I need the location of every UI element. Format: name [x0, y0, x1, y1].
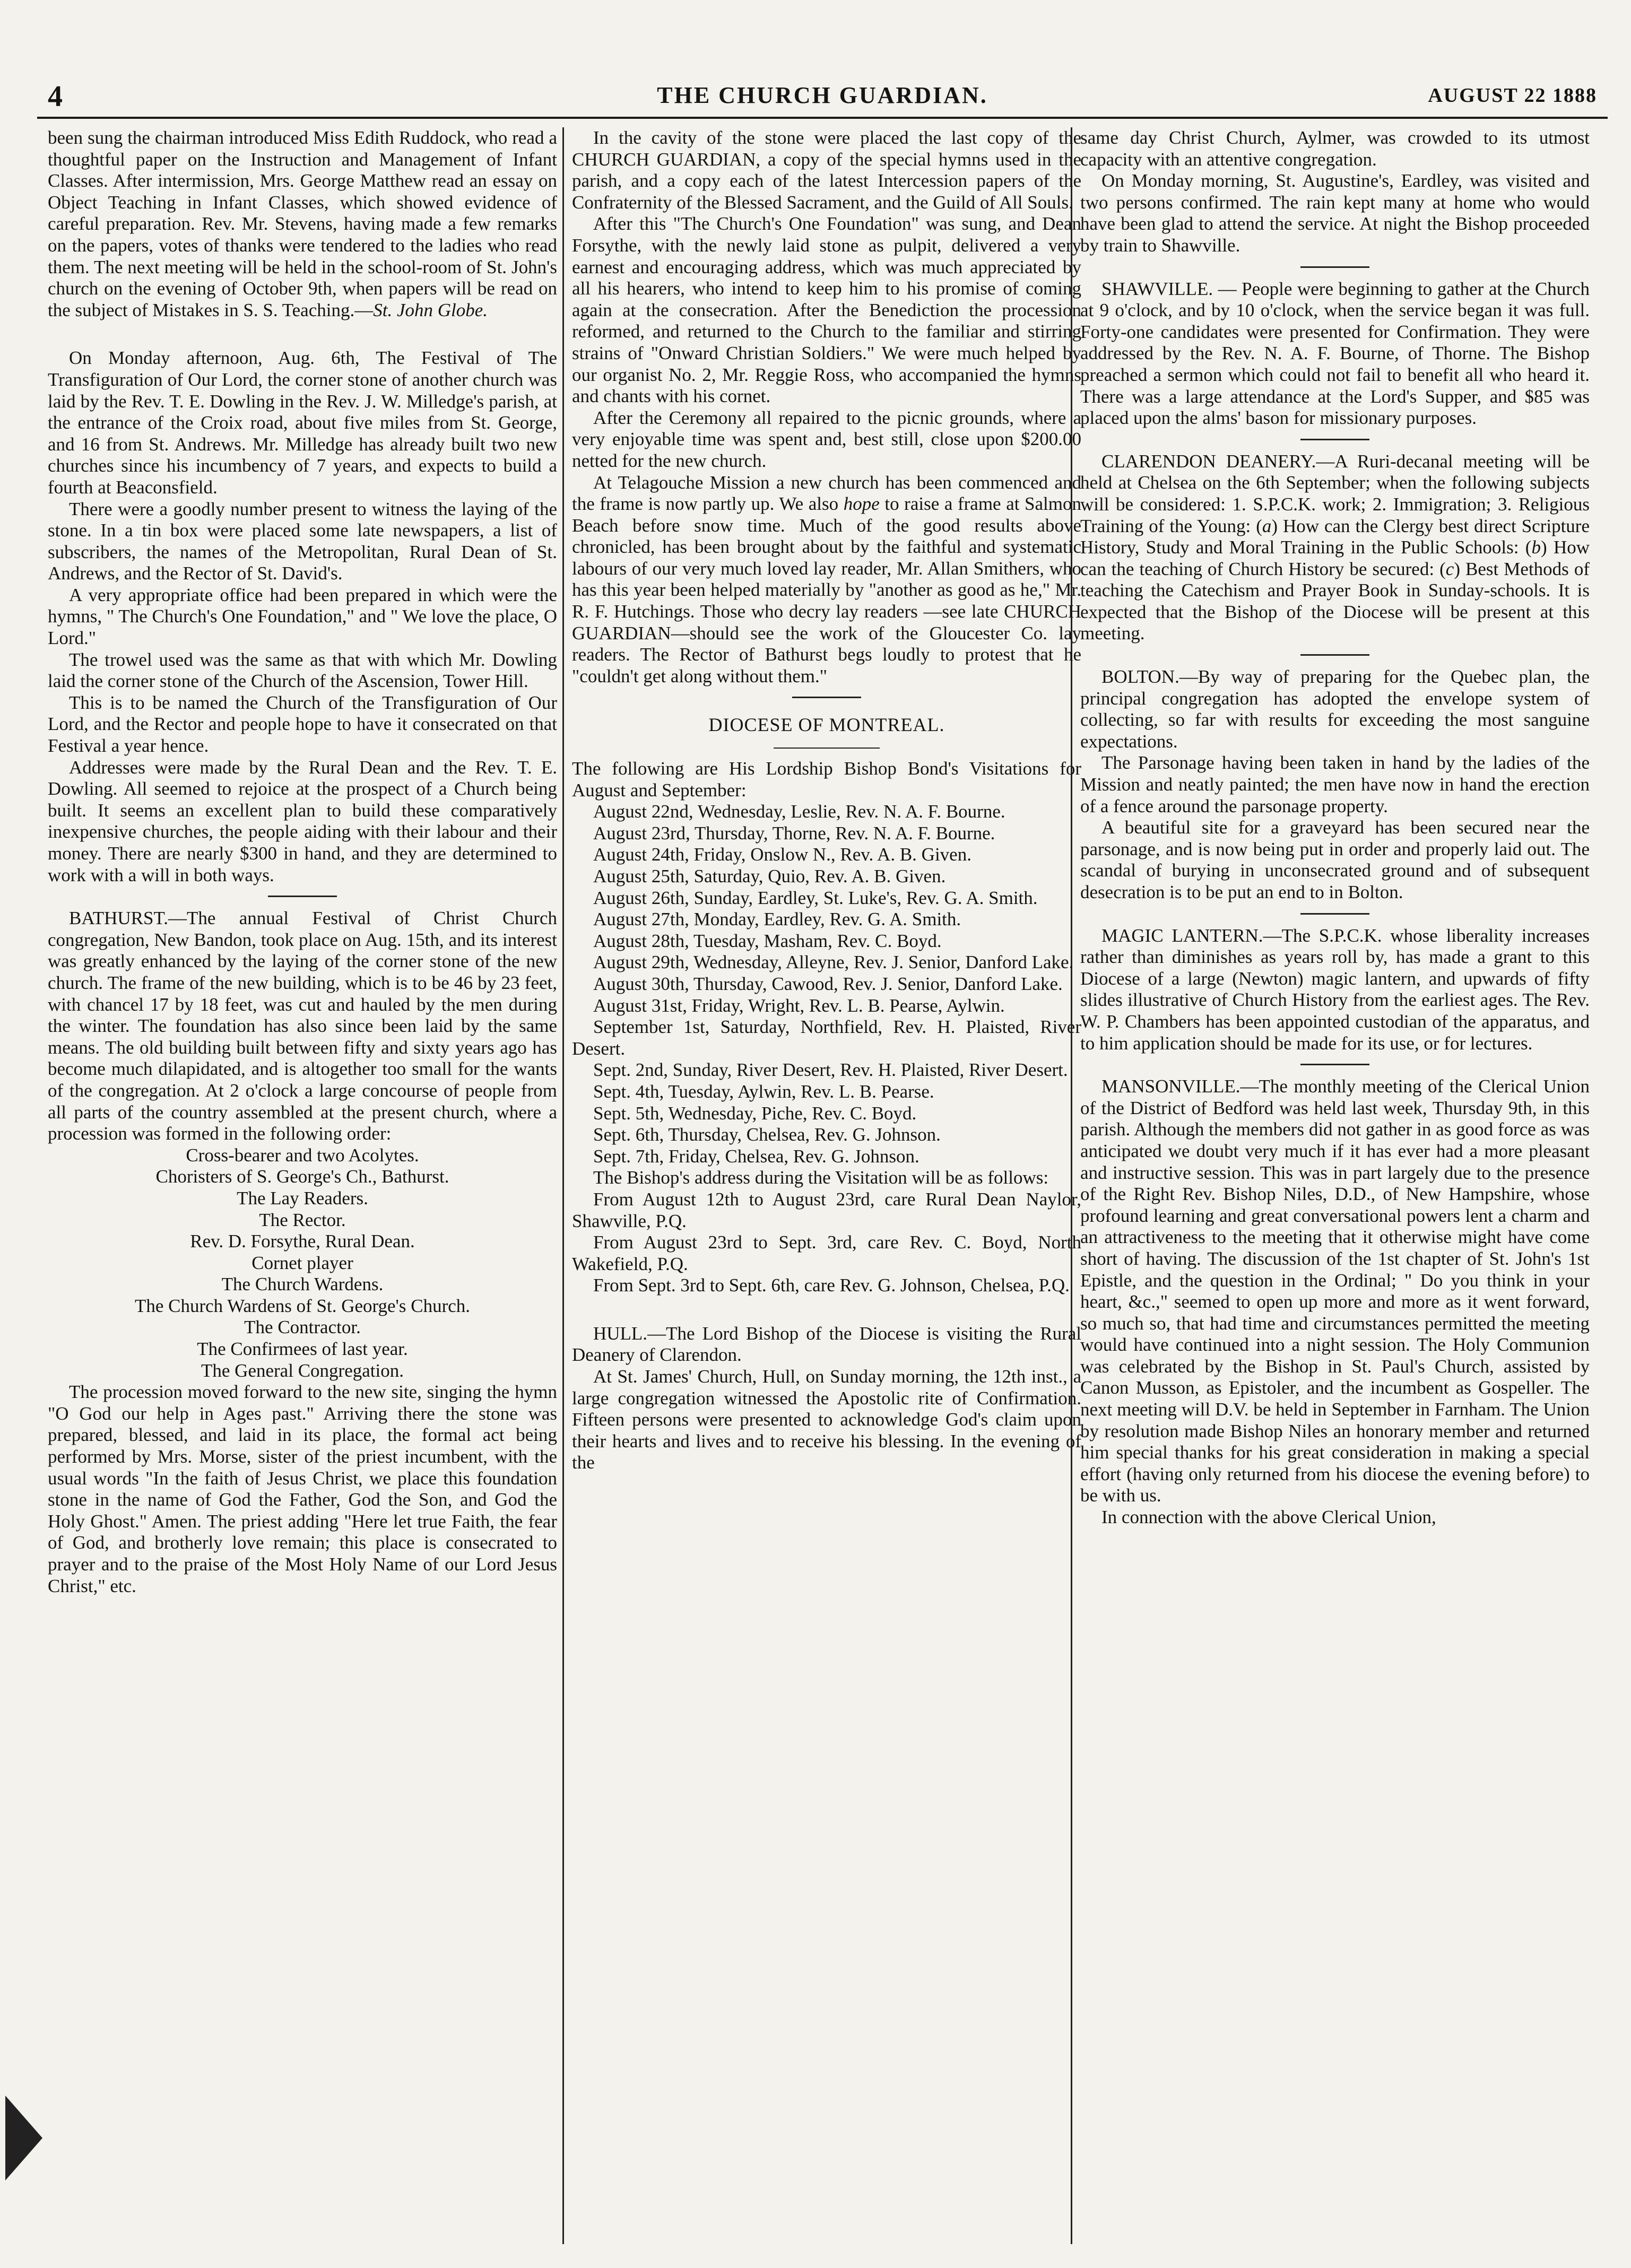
list-letter: a	[1262, 515, 1272, 536]
article-paragraph: In connection with the above Clerical Union,	[1101, 1507, 1436, 1528]
section-divider	[1300, 266, 1369, 268]
visitation-item: August 30th, Thursday, Cawood, Rev. J. Senior, Danford Lake.	[593, 973, 1063, 994]
section-divider	[268, 896, 337, 897]
address-item: From August 23rd to Sept. 3rd, care Rev. C. Boyd, North Wakefield, P.Q.	[572, 1232, 1081, 1274]
section-divider	[1300, 439, 1369, 440]
visitation-item: Sept. 5th, Wednesday, Piche, Rev. C. Boyd.	[593, 1102, 917, 1124]
article-paragraph	[572, 472, 1081, 688]
visitation-item: August 31st, Friday, Wright, Rev. L. B. Pearse, Aylwin.	[593, 995, 1005, 1016]
heading-rule	[774, 748, 880, 749]
visitation-item: Sept. 2nd, Sunday, River Desert, Rev. H. Plaisted, River Desert.	[593, 1059, 1068, 1081]
page-number: 4	[48, 80, 63, 113]
article-paragraph: same day Christ Church, Aylmer, was crowded to its utmost capacity with an attentive congregation.	[1080, 127, 1590, 170]
paragraph-text: —The Lord Bishop of the Diocese is visiting the Rural Deanery of Clarendon.	[572, 1323, 1081, 1366]
paragraph-text: — People were beginning to gather at the Church at 9 o'clock, and by 10 o'clock, when the service began it was full. Forty-one candidates were presented for Confirmation. They were addressed by the Rev. N. A. F. Bourne, of Thorne. The Bishop preached a sermon which could not fail to benefit all who heard it. There was a large attendance at the Lord's Supper, and $85 was placed upon the alms' bason for missionary purposes.	[1080, 278, 1590, 429]
paragraph-text: ) Best Methods of teaching the Catechism and Prayer Book in Sunday-schools. It is expected that the Bishop of the Diocese will be present at this meeting.	[1080, 558, 1590, 644]
column-2	[572, 127, 1081, 2244]
paragraph-text: , a copy of the special hymns used in the parish, and a copy each of the latest Intercession papers of the Confraternity of the Blessed Sacrament, and the Guild of All Souls.	[572, 149, 1081, 213]
section-divider	[1300, 913, 1369, 915]
article-paragraph: The following are His Lordship Bishop Bond's Visitations for August and September:	[572, 758, 1081, 801]
list-item: The Confirmees of last year.	[197, 1339, 408, 1360]
list-letter: b	[1531, 537, 1541, 558]
paragraph-text: ) How can the Clergy best direct Scripture History, Study and Moral Training in the Public Schools: (	[1080, 515, 1590, 558]
paragraph-text: ) How can the teaching of Church History be secured: (	[1080, 537, 1590, 579]
list-item: Rev. D. Forsythe, Rural Dean.	[190, 1231, 415, 1252]
column-rule	[562, 127, 564, 2244]
article-paragraph	[1080, 666, 1590, 752]
paragraph-text: —By way of preparing for the Quebec plan, the principal congregation has adopted the envelope system of collecting, so far with results for exceeding the most sanguine expectations.	[1080, 666, 1590, 752]
list-item: The General Congregation.	[201, 1360, 404, 1381]
article-paragraph: After this "The Church's One Foundation" was sung, and Dean Forsythe, with the newly laid stone as pulpit, delivered a very earnest and encouraging address, which was much appreciated by all his hearers, who intend to keep him to his promise of coming again at the consecration. After the Benediction the procession reformed, and returned to the Church to the familiar and stirring strains of "Onward Christian Soldiers." We were much helped by our organist No. 2, Mr. Reggie Ross, who accompanied the hymns and chants with his cornet.	[572, 213, 1081, 407]
article-paragraph: The Parsonage having been taken in hand by the ladies of the Mission and neatly painted; the men have now in hand the erection of a fence around the parsonage property.	[1080, 752, 1590, 816]
visitation-item: August 28th, Tuesday, Masham, Rev. C. Boyd.	[593, 930, 942, 951]
list-item: Cross-bearer and two Acolytes.	[186, 1144, 419, 1166]
article-paragraph: After the Ceremony all repaired to the picnic grounds, where a very enjoyable time was spent and, best still, close upon $200.00 netted for the new church.	[572, 407, 1081, 471]
paragraph-text: —A Ruri-decanal meeting will be held at Chelsea on the 6th September; when the following subjects will be considered: 1. S.P.C.K. work; 2. Immigration; 3. Religious Training of the Young: (	[1080, 450, 1590, 536]
article-paragraph: At St. James' Church, Hull, on Sunday morning, the 12th inst., a large congregation witnessed the Apostolic rite of Confirmation. Fifteen persons were presented to acknowledge God's claim upon their hearts and lives and to receive his blessing. In the evening of the	[572, 1366, 1081, 1473]
section-divider	[1300, 1064, 1369, 1065]
paragraph-text: —should see the work of the Gloucester Co. lay readers. The Rector of Bathurst begs loudly to protest that he "couldn't get along without them."	[572, 622, 1081, 687]
list-item: Choristers of S. George's Ch., Bathurst.	[155, 1166, 449, 1187]
list-letter: c	[1445, 558, 1454, 579]
visitation-item: Sept. 7th, Friday, Chelsea, Rev. G. Johnson.	[593, 1145, 919, 1167]
address-item: From August 12th to August 23rd, care Rural Dean Naylor, Shawville, P.Q.	[572, 1188, 1081, 1231]
list-item: The Church Wardens.	[221, 1274, 384, 1295]
article-paragraph: This is to be named the Church of the Transfiguration of Our Lord, and the Rector and people hope to have it consecrated on that Festival a year hence.	[48, 692, 557, 757]
list-item: The Rector.	[259, 1209, 346, 1230]
visitation-item: August 23rd, Thursday, Thorne, Rev. N. A. F. Bourne.	[593, 822, 995, 844]
column-3	[1080, 127, 1590, 2244]
visitation-item: August 29th, Wednesday, Alleyne, Rev. J. Senior, Danford Lake.	[593, 952, 1074, 973]
section-lead: SHAWVILLE.	[1101, 278, 1213, 299]
article-paragraph: On Monday afternoon, Aug. 6th, The Festival of The Transfiguration of Our Lord, the corner stone of another church was laid by the Rev. T. E. Dowling in the Rev. J. W. Milledge's parish, at the entrance of the Croix road, about five miles from St. George, and 16 from St. Andrews. Mr. Milledge has already built two new churches since his incumbency of 7 years, and expects to build a fourth at Beaconsfield.	[48, 347, 557, 498]
article-paragraph	[48, 127, 557, 321]
article-paragraph	[1080, 925, 1590, 1055]
article-paragraph: A very appropriate office had been prepared in which were the hymns, " The Church's One Foundation," and " We love the place, O Lord."	[48, 584, 557, 649]
visitation-item: Sept. 6th, Thursday, Chelsea, Rev. G. Johnson.	[593, 1124, 941, 1145]
list-item: Cornet player	[251, 1252, 353, 1273]
section-divider	[1300, 654, 1369, 656]
paragraph-text: In the cavity of the stone were placed the last copy of the	[593, 127, 1081, 148]
section-lead: MAGIC LANTERN.	[1101, 925, 1263, 946]
visitation-item: August 27th, Monday, Eardley, Rev. G. A. Smith.	[593, 909, 961, 930]
visitation-item: September 1st, Saturday, Northfield, Rev. H. Plaisted, River Desert.	[572, 1016, 1081, 1059]
visitation-item: Sept. 4th, Tuesday, Aylwin, Rev. L. B. Pearse.	[593, 1081, 934, 1102]
list-item: The Contractor.	[244, 1317, 361, 1338]
section-lead: BOLTON.	[1101, 666, 1179, 688]
article-paragraph: There were a goodly number present to witness the laying of the stone. In a tin box were placed some late newspapers, a list of subscribers, the names of the Metropolitan, Rural Dean of St. Andrews, and the Rector of St. David's.	[48, 498, 557, 584]
section-heading: DIOCESE OF MONTREAL.	[708, 714, 945, 736]
column-1	[48, 127, 557, 2244]
paragraph-text: —The annual Festival of Christ Church congregation, New Bandon, took place on Aug. 15th, and its interest was greatly enhanced by the laying of the corner stone of the new church. The frame of the new building, which is to be 46 by 23 feet, with chancel 17 by 18 feet, was cut and hauled by the men during the winter. The foundation has also since been laid by the same means. The old building built between fifty and sixty years ago has become much dilapidated, and is altogether too small for the wants of the congregation. At 2 o'clock a large concourse of people from all parts of the country assembled at the present church, where a procession was formed in the following order:	[48, 908, 557, 1144]
section-lead: CLARENDON DEANERY.	[1101, 450, 1316, 472]
article-paragraph: A beautiful site for a graveyard has been secured near the parsonage, and is now being put in order and properly laid out. The scandal of burying in unconsecrated ground and of subsequent desecration is to be put an end to in Bolton.	[1080, 817, 1590, 902]
newspaper-title: THE CHURCH GUARDIAN.	[657, 82, 988, 108]
procession-list	[48, 1145, 557, 1382]
emphasis: hope	[843, 493, 880, 515]
article-paragraph: On Monday morning, St. Augustine's, Eardley, was visited and two persons confirmed. The rain kept many at home who would have been glad to attend the service. At night the Bishop proceeded by train to Shawville.	[1080, 170, 1590, 256]
paragraph-text: to raise a frame at Salmon Beach before snow time. Much of the good results above chronicled, has been brought about by the faithful and systematic labours of our very much loved lay reader, Mr. Allan Smithers, who has this year been helped materially by "another as good as he," Mr. R. F. Hutchings. Those who decry lay readers —see late	[572, 493, 1081, 622]
list-item: The Church Wardens of St. George's Church.	[134, 1295, 471, 1316]
article-paragraph	[1080, 279, 1590, 429]
issue-date: AUGUST 22 1888	[1428, 84, 1597, 107]
paragraph-text: —The monthly meeting of the Clerical Union of the District of Bedford was held last week, Thursday 9th, in this parish. Although the members did not gather in as good force as was anticipated we doubt very much if it has ever had a more pleasant and instructive session. This was in part largely due to the presence of the Right Rev. Bishop Niles, D.D., of New Hampshire, whose profound learning and great conversational powers lent a charm and an attractiveness to the meeting that it otherwise might have come short of having. The discussion of the 1st chapter of St. John's 1st Epistle, and the question in the Ordinal; " Do you think in your heart, &c.," seemed to open up more and more as it went forward, so much so, that had time and circumstances permitted the meeting would have continued into a night session. The Holy Communion was celebrated by the Bishop in St. Paul's Church, assisted by Canon Musson, as Epistoler, and the incumbent as Gospeller. The next meeting will D.V. be held in September in Farnham. The Union by resolution made Bishop Niles an honorary member and returned him special thanks for his great consideration in making a special effort (having only returned from his diocese the evening before) to be with us.	[1080, 1076, 1590, 1506]
article-paragraph: Addresses were made by the Rural Dean and the Rev. T. E. Dowling. All seemed to rejoice at the prospect of a Church being built. It seems an excellent plan to build these comparatively inexpensive churches, the people aiding with their labour and their money. There are nearly $300 in hand, and they are determined to work with a will in both ways.	[48, 757, 557, 885]
visitation-item: August 22nd, Wednesday, Leslie, Rev. N. A. F. Bourne.	[593, 801, 1005, 822]
article-paragraph: The trowel used was the same as that with which Mr. Dowling laid the corner stone of the Church of the Ascension, Tower Hill.	[48, 649, 557, 692]
section-divider	[792, 697, 861, 698]
article-paragraph	[572, 1323, 1081, 1366]
page-header	[37, 80, 1608, 119]
visitation-item: August 24th, Friday, Onslow N., Rev. A. B. Given.	[593, 844, 971, 865]
article-paragraph	[1080, 1076, 1590, 1507]
paragraph-text: —The S.P.C.K. whose liberality increases rather than diminishes as years roll by, has made a grant to this Diocese of a large (Newton) magic lantern, and upwards of fifty slides illustrative of Church History from the earliest ages. The Rev. W. P. Chambers has been appointed custodian of the apparatus, and to him application should be made for its use, or for lectures.	[1080, 925, 1590, 1054]
article-paragraph	[1080, 451, 1590, 645]
article-paragraph	[572, 127, 1081, 213]
source-credit: St. John Globe.	[373, 299, 488, 320]
article-paragraph: The procession moved forward to the new site, singing the hymn "O God our help in Ages past." Arriving there the stone was prepared, blessed, and laid in its place, the formal act being performed by Mrs. Morse, sister of the priest incumbent, with the usual words "In the faith of Jesus Christ, we place this foundation stone in the name of God the Father, God the Son, and God the Holy Ghost." Amen. The priest adding "Here let true Faith, the fear of God, and brotherly love remain; this place is consecrated to prayer and to the praise of the Most Holy Name of our Lord Jesus Christ," etc.	[48, 1381, 557, 1596]
section-lead: MANSONVILLE.	[1101, 1076, 1240, 1097]
address-item: From Sept. 3rd to Sept. 6th, care Rev. G. Johnson, Chelsea, P.Q.	[593, 1275, 1070, 1296]
margin-mark	[5, 2096, 42, 2180]
article-paragraph	[48, 908, 557, 1145]
section-lead: BATHURST.	[69, 908, 169, 929]
visitation-item: August 26th, Sunday, Eardley, St. Luke's, Rev. G. A. Smith.	[593, 887, 1038, 908]
paragraph-text: been sung the chairman introduced Miss Edith Ruddock, who read a thoughtful paper on the Instruction and Management of Infant Classes. After intermission, Mrs. George Matthew read an essay on Object Teaching in Infant Classes, which showed evidence of careful preparation. Rev. Mr. Stevens, having made a few remarks on the papers, votes of thanks were tendered to the ladies who read them. The next meeting will be held in the school-room of St. John's church on the evening of October 9th, when papers will be read on the subject of Mistakes in S. S. Teaching.—	[48, 127, 557, 320]
paragraph-text: At Telagouche Mission a new church has been commenced and the frame is now partly up. We also	[572, 472, 1081, 515]
list-item: The Lay Readers.	[237, 1187, 368, 1209]
newspaper-name: CHURCH GUARDIAN	[572, 601, 1081, 644]
visitation-item: August 25th, Saturday, Quio, Rev. A. B. Given.	[593, 866, 946, 887]
newspaper-name: CHURCH GUARDIAN	[572, 149, 756, 170]
article-paragraph: The Bishop's address during the Visitation will be as follows:	[593, 1167, 1049, 1188]
section-lead: HULL.	[593, 1323, 648, 1344]
